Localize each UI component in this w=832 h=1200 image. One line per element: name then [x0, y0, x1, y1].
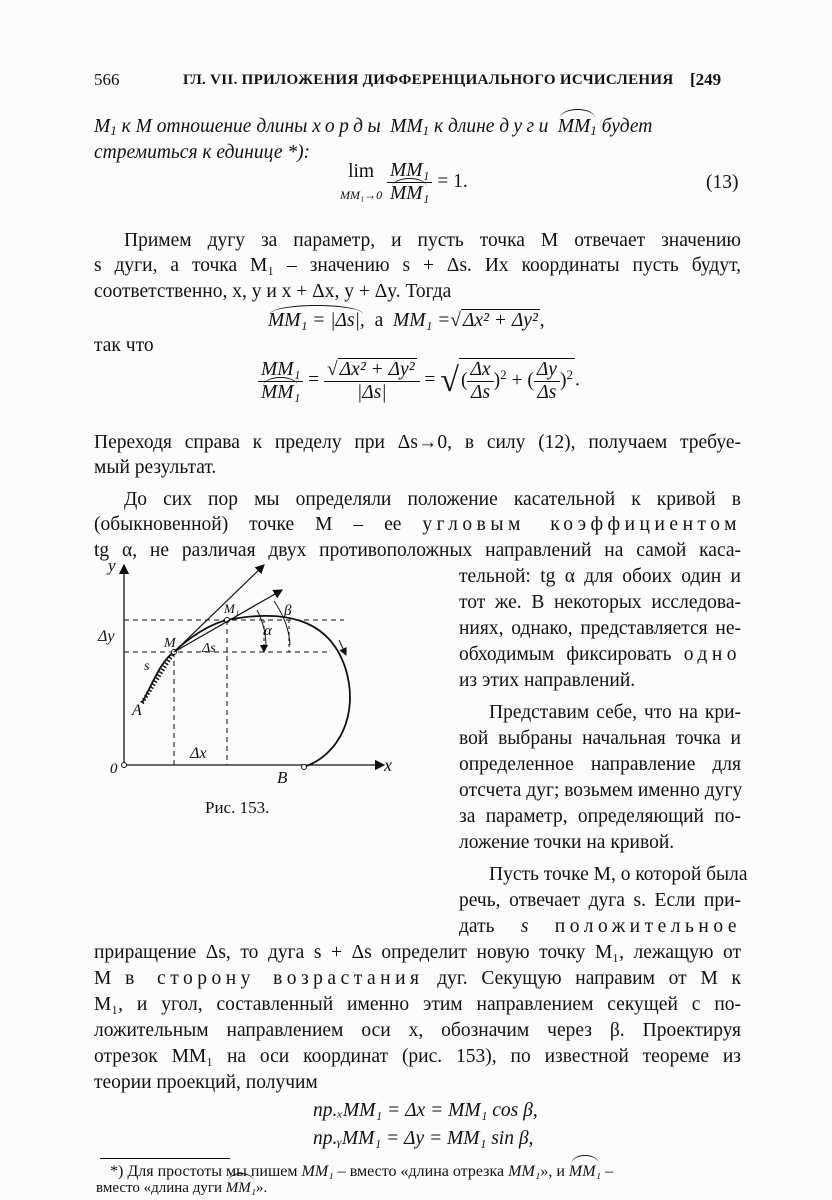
- para6-line9: теории проекций, получим: [94, 1072, 318, 1093]
- section-number: [249: [690, 70, 722, 89]
- para6-line2: речь, отвечает дуга s. Если при-: [459, 890, 741, 911]
- para4-line6: ниях, однако, представляется не-: [459, 618, 741, 639]
- fig-label-y: y: [108, 556, 116, 575]
- equation-projection-x: пр.ₓMM₁ = Δx = MM₁ cos β,: [313, 1100, 538, 1121]
- tak-chto: так что: [94, 335, 154, 356]
- fig-label-m1: M₁: [224, 601, 240, 616]
- para5-line2: вой выбраны начальная точка и: [459, 728, 741, 749]
- footnote-rule: [100, 1158, 230, 1159]
- para4-line4: тельной: tg α для обоих один и: [459, 566, 741, 587]
- equation-13: lim MM₁→0 $\frac{\text{MM₁}}{\text{MM₁}}$ = 1.: [340, 160, 468, 204]
- fig-label-a: A: [132, 702, 142, 719]
- footnote-line2: вместо «длина дуги MM₁».: [96, 1180, 268, 1196]
- para6-line4: приращение Δs, то дуга s + Δs определит новую точку M₁, лежащую от: [94, 942, 741, 963]
- running-title: ГЛ. VII. ПРИЛОЖЕНИЯ ДИФФЕРЕНЦИАЛЬНОГО ИСЧИСЛЕНИЯ: [183, 72, 674, 88]
- fig-label-x: x: [384, 755, 392, 775]
- para6-line1: Пусть точке M, о которой была: [489, 864, 748, 885]
- fig-label-ds: Δs: [202, 641, 216, 656]
- para3-line1: Переходя справа к пределу при Δs→0, в силу (12), получаем требуе-: [94, 432, 741, 453]
- para5-line4: отсчета дуг; возьмем именно дугу: [459, 780, 743, 801]
- fig-label-beta: β: [284, 603, 292, 619]
- para6-line6: M₁, и угол, составленный именно этим направлением секущей с по-: [94, 994, 741, 1015]
- fig-label-alpha: α: [264, 623, 272, 639]
- para4-line8: из этих направлений.: [459, 670, 636, 691]
- figure-caption: Рис. 153.: [205, 798, 270, 817]
- equation-projection-y: пр.ᵧMM₁ = Δy = MM₁ sin β,: [313, 1128, 534, 1149]
- para5-line1: Представим себе, что на кри-: [489, 702, 741, 723]
- footnote-line1: *) Для простоты мы пишем MM₁ – вместо «длина отрезка MM₁», и MM₁ –: [110, 1160, 613, 1184]
- fig-label-dx: Δx: [190, 745, 207, 762]
- equation-number-13: (13): [706, 172, 739, 193]
- para6-line5: M в сторону возрастания дуг. Секущую направим от M к: [94, 968, 741, 989]
- para6-line7: ложительным направлением оси x, обозначим через β. Проектируя: [94, 1020, 741, 1041]
- para4-line2: (обыкновенной) точке M – ее угловым коэффициентом: [94, 514, 741, 535]
- fig-label-o: 0: [110, 761, 118, 777]
- para2-line3: соответственно, x, y и x + Δx, y + Δy. Тогда: [94, 281, 452, 302]
- para1-line2: стремиться к единице *):: [94, 142, 311, 163]
- para4-line7: обходимым фиксировать одно: [459, 644, 741, 665]
- para2-line2: s дуги, а точка M₁ – значению s + Δs. Их координаты пусть будут,: [94, 255, 741, 276]
- equation-ratio: $\frac{\text{MM₁}}{\text{MM₁}}$ = $\frac{\text{√ Δx² + Δy²}}{|\Delta s|}$ = √( $\frac{\Delta x}{\Delta s}$ )$^2$ + ( $\frac{\Delta y}{\Delta s}$ )$^2$ .: [258, 358, 580, 404]
- fig-label-m: M: [164, 636, 176, 651]
- para5-line6: ложение точки на кривой.: [459, 832, 675, 853]
- fig-label-dy: Δy: [98, 628, 115, 645]
- para4-line5: тот же. В некоторых исследова-: [459, 592, 741, 613]
- para1-line1: $M_1$ к M отношение длины хорды $MM_1$ к длине дуги $MM_1$ будет: [94, 116, 653, 138]
- para3-line2: мый результат.: [94, 457, 217, 478]
- para6-line3: дать s положительное: [459, 916, 741, 937]
- para4-line3: tg α, не различая двух противоположных направлений на самой каса-: [94, 540, 741, 561]
- para5-line5: за параметр, определяющий по-: [459, 806, 741, 827]
- fig-label-s: s: [144, 659, 150, 674]
- fig-label-b: B: [277, 768, 288, 787]
- para6-line8: отрезок MM₁ на оси координат (рис. 153), по известной теореме из: [94, 1046, 741, 1067]
- equation-arc-chord: MM₁ = |Δs|, а MM₁ =√ Δx² + Δy² ,: [268, 310, 545, 331]
- figure-153: [94, 555, 404, 795]
- page-number: 566: [94, 70, 120, 89]
- para5-line3: определенное направление для: [459, 754, 741, 775]
- para4-line1: До сих пор мы определяли положение касательной к кривой в: [124, 489, 741, 510]
- para2-line1: Примем дугу за параметр, и пусть точка M отвечает значению: [124, 230, 741, 251]
